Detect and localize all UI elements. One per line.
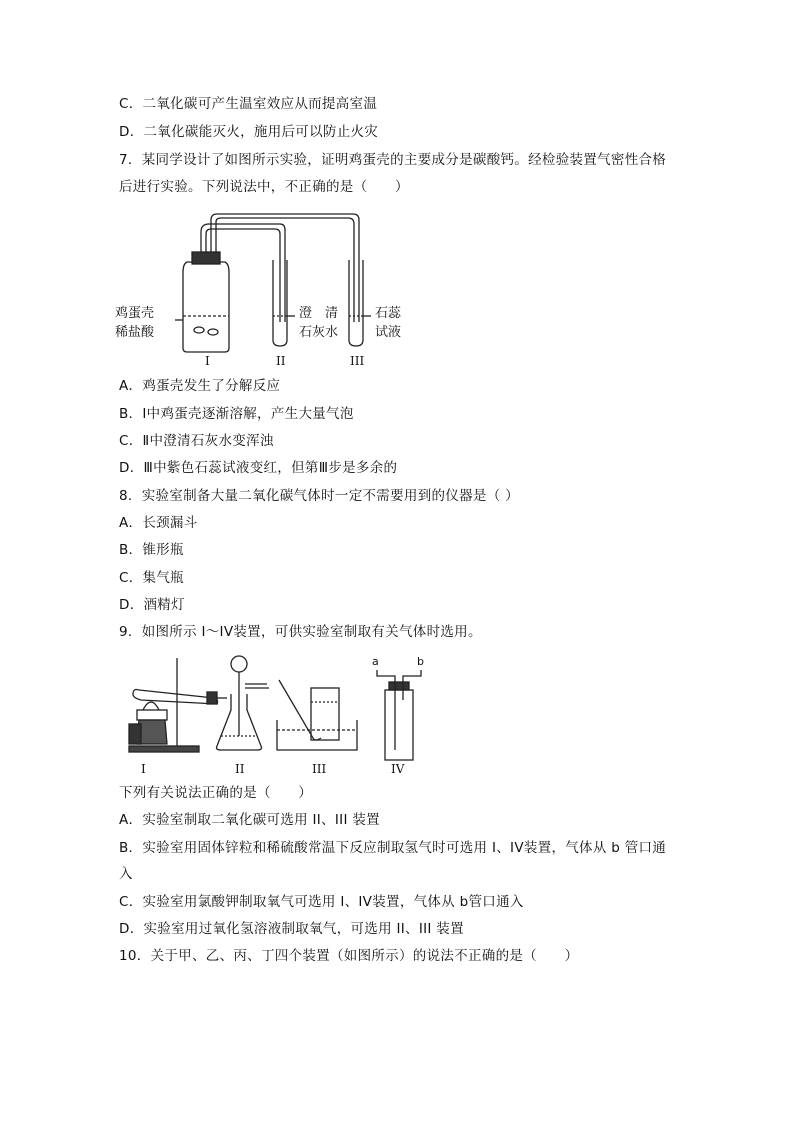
q7-option-c: C．Ⅱ中澄清石灰水变浑浊 — [119, 433, 274, 449]
flask-i-bottle — [183, 262, 229, 352]
q7-stem-line-2: 后进行实验。下列说法中，不正确的是（ ） — [119, 179, 409, 195]
q7-stem-line-1: 7．某同学设计了如图所示实验，证明鸡蛋壳的主要成分是碳酸钙。经检验装置气密性合格 — [119, 152, 667, 168]
tag-iii: III — [312, 762, 327, 776]
q9-option-a: A．实验室制取二氧化碳可选用 II、III 装置 — [119, 812, 380, 828]
q7-option-b: B．Ⅰ中鸡蛋壳逐渐溶解，产生大量气泡 — [119, 406, 354, 422]
q8-option-b: B．锥形瓶 — [119, 542, 184, 558]
tag-ii: II — [276, 354, 286, 368]
label-dilute-hcl: 稀盐酸 — [115, 325, 155, 340]
port-b-label: b — [417, 655, 424, 668]
tube-stopper — [207, 692, 217, 704]
two-port-bottle — [385, 690, 413, 760]
tag-ii: II — [235, 762, 245, 776]
q9-option-b-line-1: B．实验室用固体锌粒和稀硫酸常温下反应制取氢气时可选用 I、IV装置，气体从 b 管口通 — [119, 840, 667, 856]
delivery-tube-to-ii-inner — [206, 229, 280, 322]
thistle-funnel-bulb — [231, 656, 247, 672]
q7-option-a: A．鸡蛋壳发生了分解反应 — [119, 378, 281, 394]
label-litmus-1: 石蕊 — [375, 306, 402, 321]
q7-apparatus-drawing — [115, 212, 435, 372]
q7-apparatus-figure — [115, 212, 435, 372]
q10-stem: 10．关于甲、乙、丙、丁四个装置（如图所示）的说法不正确的是（ ） — [119, 948, 579, 964]
q9-option-b-line-2: 入 — [119, 866, 133, 882]
q6-option-c: C．二氧化碳可产生温室效应从而提高室温 — [119, 96, 378, 112]
q9-option-c: C．实验室用氯酸钾制取氧气可选用 I、IV装置，气体从 b管口通入 — [119, 894, 524, 910]
port-a-label: a — [372, 655, 379, 668]
q7-option-d: D．Ⅲ中紫色石蕊试液变红，但第Ⅲ步是多余的 — [119, 460, 398, 476]
eggshell-piece — [208, 329, 218, 335]
q9-stem: 9．如图所示 I～IV装置，可供实验室制取有关气体时选用。 — [119, 624, 482, 640]
q8-option-d: D．酒精灯 — [119, 597, 185, 613]
tag-i: I — [205, 354, 210, 368]
q9-apparatus-drawing — [119, 650, 439, 780]
tag-i: I — [141, 762, 146, 776]
eggshell-piece — [194, 327, 204, 333]
label-litmus-2: 试液 — [375, 325, 402, 340]
test-tube-iii — [349, 260, 363, 346]
wooden-block — [129, 724, 141, 744]
tag-iv: IV — [391, 762, 405, 776]
q6-option-d: D．二氧化碳能灭火，施用后可以防止火灾 — [119, 124, 379, 140]
q8-option-c: C．集气瓶 — [119, 570, 184, 586]
q8-option-a: A．长颈漏斗 — [119, 515, 198, 531]
bottle-stopper — [389, 682, 409, 690]
flask-i-stopper — [192, 252, 220, 264]
water-trough — [277, 720, 357, 750]
flame — [143, 702, 159, 710]
heating-test-tube — [133, 690, 218, 705]
delivery-tube — [279, 680, 321, 740]
lamp-top — [137, 710, 167, 720]
label-eggshell: 鸡蛋壳 — [115, 306, 155, 321]
stand-base — [129, 746, 199, 752]
gas-collecting-bottle — [311, 688, 339, 740]
q9-sub-stem: 下列有关说法正确的是（ ） — [119, 785, 313, 801]
tag-iii: III — [350, 354, 365, 368]
label-limewater-1: 澄 清 — [299, 306, 339, 321]
q9-option-d: D．实验室用过氧化氢溶液制取氧气，可选用 II、III 装置 — [119, 921, 464, 937]
q8-stem: 8．实验室制备大量二氧化碳气体时一定不需要用到的仪器是（ ） — [119, 488, 519, 504]
label-limewater-2: 石灰水 — [299, 325, 339, 340]
q9-apparatus-figure — [119, 650, 439, 780]
